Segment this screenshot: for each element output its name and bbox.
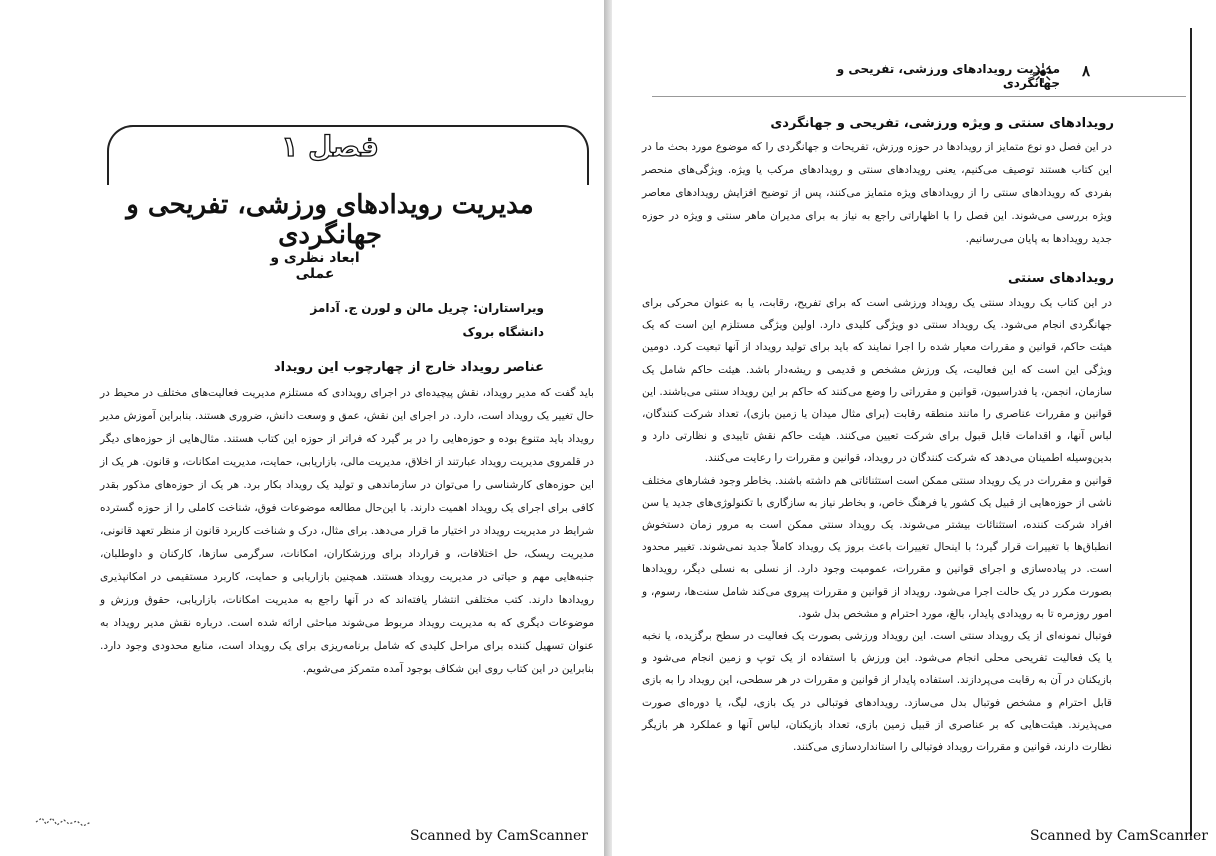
page-gutter bbox=[604, 0, 612, 856]
body-paragraph: در این فصل دو نوع متمایز از رویدادها در حوزه ورزش، تفریحات و جهانگردی را که موضوع مورد بحث ما در این کتاب هستند توصیف می‌کنیم، یعنی رویدادهای سنتی و رویدادهای مرکب یا ویژه. ویژگی‌های منحصر بفردی که رویدادهای سنتی را از رویدادهای ویژه متمایز می‌کنند، پس از توضیح افزایش رویدادهای معاصر ویژه بررسی می‌شوند. این فصل را با اظهاراتی راجع به نیاز به برای مدیران ماهر سنتی و ویژه در حوزه جدید رویدادها به پایان می‌رسانیم. bbox=[642, 141, 1112, 245]
scan-artifact-icon bbox=[34, 812, 104, 832]
chapter-title: مدیریت رویدادهای ورزشی، تفریحی و جهانگردی bbox=[126, 190, 534, 250]
section-heading: رویدادهای سنتی bbox=[1008, 271, 1114, 286]
editors-line: ویراستاران: چریل مالن و لورن ج. آدامز bbox=[310, 301, 544, 315]
affiliation-line: دانشگاه بروک bbox=[462, 325, 544, 339]
editors-block bbox=[60, 296, 544, 344]
chapter-subtitle: ابعاد نظری و عملی bbox=[270, 250, 360, 282]
section-heading: عناصر رویداد خارج از چهارچوب این رویداد bbox=[273, 360, 544, 375]
chapter-label: فصل ۱ bbox=[281, 129, 379, 163]
scanner-watermark: Scanned by CamScanner bbox=[1030, 828, 1208, 844]
section-heading: رویدادهای سنتی و ویژه ورزشی، تفریحی و جهانگردی bbox=[770, 116, 1114, 131]
running-head: مدیریت رویدادهای ورزشی، تفریحی و جهانگردی bbox=[836, 62, 1060, 90]
left-page bbox=[0, 0, 604, 856]
body-paragraph: در این کتاب یک رویداد سنتی یک رویداد ورزشی است که برای تفریح، رقابت، یا به عنوان محرکی برای جهانگردی انجام می‌شود. یک رویداد سنتی دو ویژگی کلیدی دارد. اولین ویژگی مستلزم این است که یک هیئت حاکم، قوانین و مقررات معیار شده را اجرا نمایند که باید برای تولید رویداد از آنها تبعیت کرد. دومین ویژگی این است که این فعالیت، یک ورزش مشخص و قدیمی و ریشه‌دار باشد. هیئت حاکم شامل یک سازمان، انجمن، یا فدراسیون، قوانین و مقرراتی را وضع می‌کنند که حاکم بر این رویداد سنتی می‌باشند. این قوانین و مقررات عناصری را مانند منطقه رقابت (برای مثال میدان یا زمین بازی)، تعداد شرکت کنندگان، لباس آنها، و اقدامات قابل قبول برای شرکت تعیین می‌کنند. هیئت حاکم نقش تاییدی و نظارتی دارد و بدین‌وسیله اطمینان می‌دهد که شرکت کنندگان در رویداد، قوانین و مقررات را رعایت می‌کنند. bbox=[642, 297, 1112, 465]
body-paragraph: فوتبال نمونه‌ای از یک رویداد سنتی است. این رویداد ورزشی بصورت یک فعالیت در سطح برگزیده، یا نخبه یا یک فعالیت تفریحی محلی انجام می‌شود. این ورزش با استفاده از یک توپ و زمین انجام می‌شود و بازیکنان در آن به رقابت می‌پردازند. استفاده پایدار از قوانین و مقررات در هر سطحی، این رویداد را به بازی قابل احترام و مشخص فوتبال بدل می‌سازد. رویدادهای فوتبالی در یک بازی، لیگ، یا دوره‌ای صورت می‌پذیرند. هیئت‌هایی که بر عناصری از قبیل زمین بازی، تعداد بازیکنان، لباس آنها و عملکرد هر بازیگر نظارت دارند، قوانین و مقررات رویداد فوتبالی را استانداردسازی می‌کنند. bbox=[642, 630, 1112, 754]
body-text bbox=[642, 292, 1112, 758]
right-page bbox=[612, 0, 1216, 856]
page-number: ۸ bbox=[1081, 62, 1091, 80]
body-paragraph: قوانین و مقررات در یک رویداد سنتی ممکن است استثنائاتی هم داشته باشند. بخاطر وجود فشارهای مختلف ناشی از حوزه‌هایی از قبیل یک کشور یا فرهنگ خاص، و بخاطر نیاز به سازگاری با تکنولوژی‌های جدید یا سن افراد شرکت کننده، استثنائات بیشتر می‌شوند. یک رویداد سنتی ممکن است به مرور زمان دستخوش انطباق‌ها با تغییرات قرار گیرد؛ با اینحال تغییرات باعث بروز یک رویداد کاملاً جدید نمی‌شوند. تغییر محدود است. در پیاده‌سازی و اجرای قوانین و مقررات، عمومیت وجود دارد. از نسلی به نسلی دیگر، رویدادها بصورت مکرر در یک حالت اجرا می‌شود. رویداد از قوانین و مقررات پیروی می‌کند شامل سنت‌ها، رسوم، و امور روزمره تا به رویدادی پایدار، بالغ، مورد احترام و مشخص بدل شود. bbox=[642, 474, 1112, 620]
header-rule bbox=[652, 96, 1186, 97]
page-edge-line bbox=[1190, 28, 1192, 836]
body-paragraph: باید گفت که مدیر رویداد، نقش پیچیده‌ای در اجرای رویدادی که مستلزم مدیریت فعالیت‌های مختلف در محیط در حال تغییر یک رویداد است، دارد. در اجرای این نقش، عمق و وسعت دانش، ضروری هستند. بنابراین آموزش مدیر رویداد باید متنوع بوده و حوزه‌هایی را در بر گیرد که فراتر از حوزه این کتاب هستند. مثال‌هایی از حوزه‌های دیگر در قلمروی مدیریت رویداد عبارتند از اخلاق، مدیریت مالی، بازاریابی، حمایت، مدیریت امکانات، و قانون. هر یک از این حوزه‌های کارشناسی را می‌توان در سازماندهی و تولید یک رویداد بکار برد. هر یک از حوزه‌های مذکور بقدر کافی برای اجرای یک رویداد اهمیت دارند. با این‌حال مطالعه موضوعات فوق، شناخت کاملی را از حوزه گسترده شرایط در مدیریت رویداد در اختیار ما قرار می‌دهد. برای مثال، درک و شناخت کاربرد قانون از منظر تعهد قانونی، مدیریت ریسک، حل اختلافات، و قرارداد برای ورزشکاران، امکانات، سرگرمی سازها، کارکنان و داوطلبان، جنبه‌هایی مهم و حیاتی در مدیریت رویداد هستند. همچنین بازاریابی و حمایت، کاربرد مستقیمی در امکانپذیری رویدادها دارند. کتب مختلفی انتشار یافته‌اند که در آنها راجع به مدیریت امکانات، بازاریابی، حقوق ورزش و موضوعات دیگری که به مدیریت رویداد مربوط می‌شوند مباحثی ارائه شده است. درباره نقش مدیر رویداد به عنوان تسهیل کننده برای مراحل کلیدی که شامل برنامه‌ریزی برای یک رویداد است، منابع محدودی وجود دارد. بنابراین در این کتاب روی این شکاف بوجود آمده متمرکز می‌شویم. bbox=[100, 387, 594, 675]
scanner-watermark: Scanned by CamScanner bbox=[410, 828, 588, 844]
